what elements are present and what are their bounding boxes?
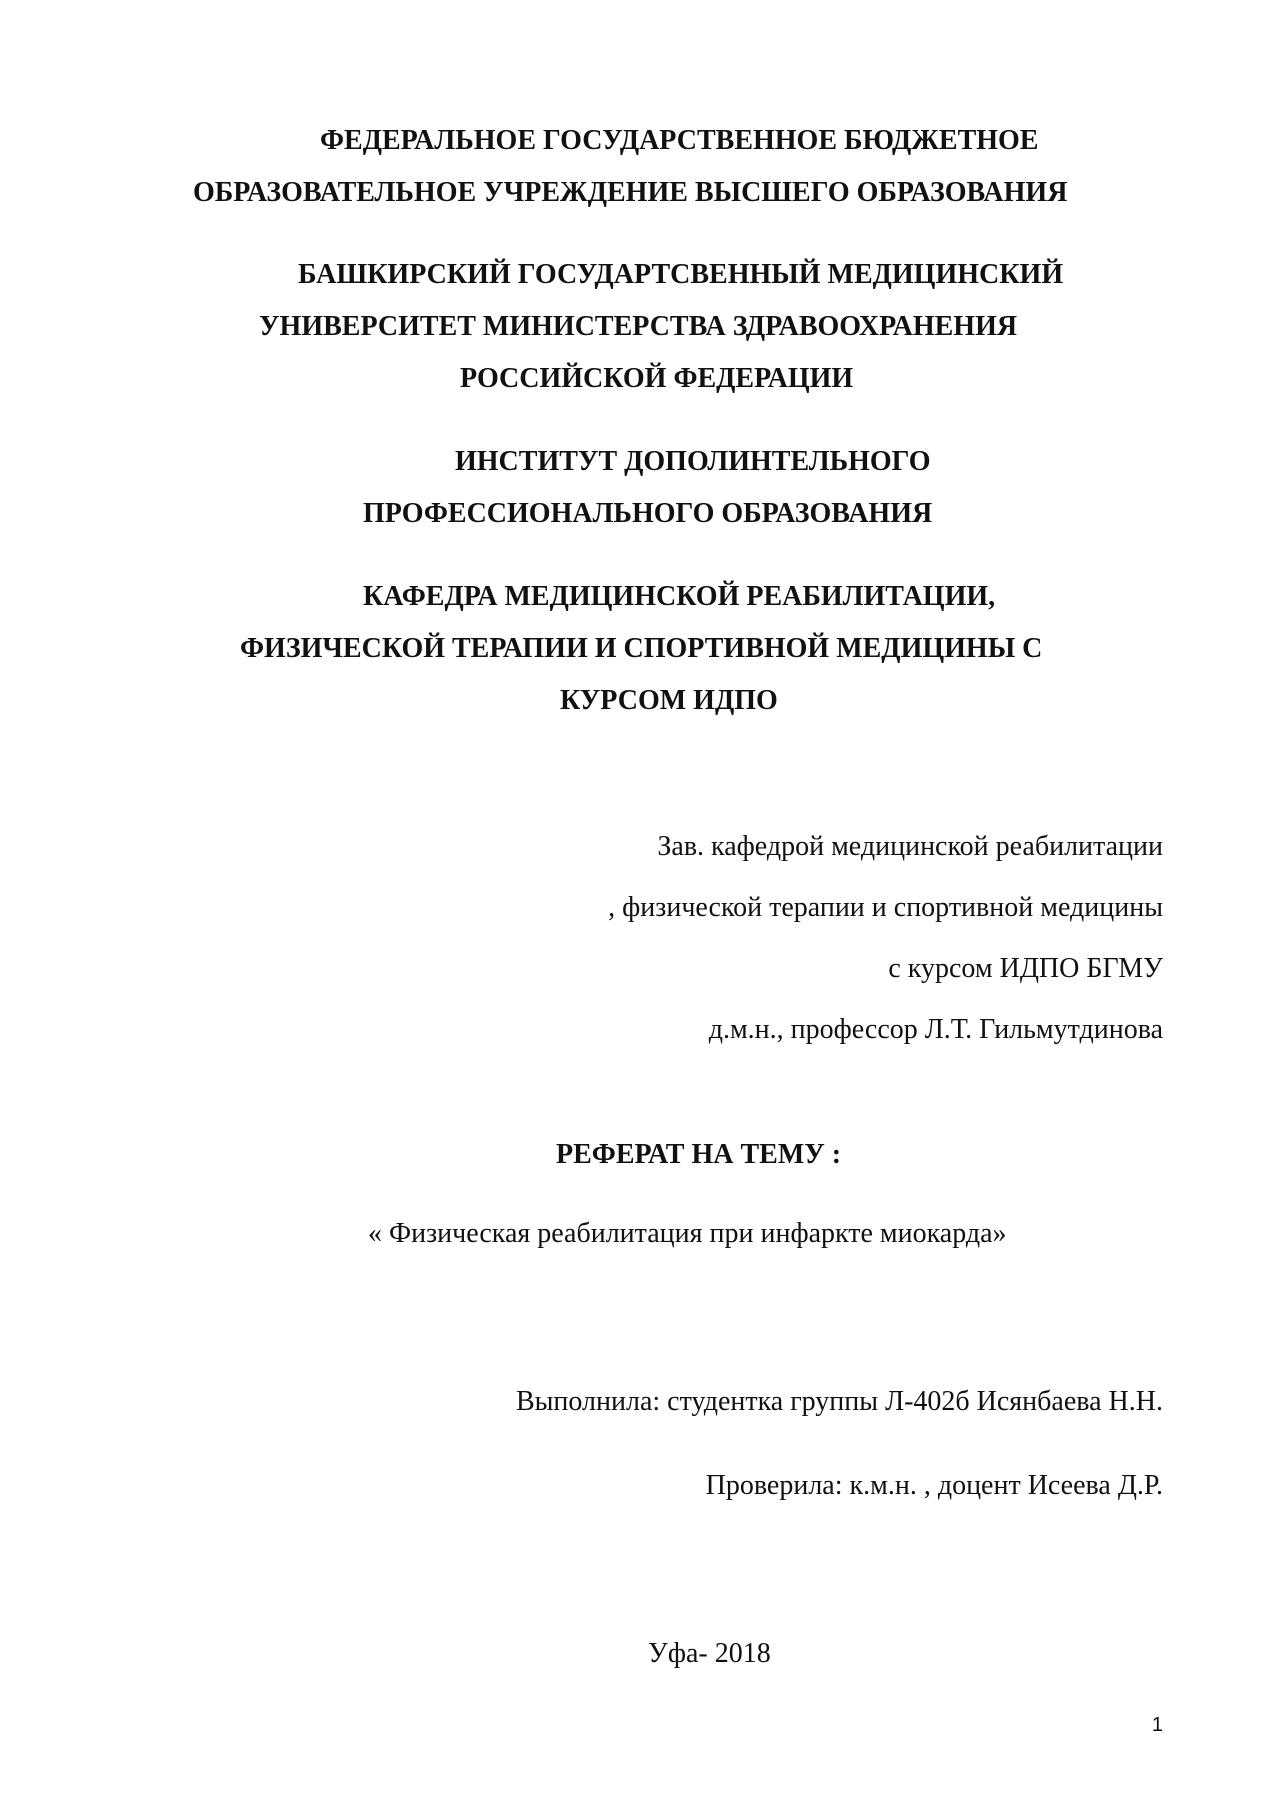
page-number: 1 [1151, 1714, 1163, 1736]
university-title-line-2: УНИВЕРСИТЕТ МИНИСТЕРСТВА ЗДРАВООХРАНЕНИЯ [259, 311, 1018, 342]
institute-title-line-1: ИНСТИТУТ ДОПОЛИНТЕЛЬНОГО [455, 446, 931, 477]
department-title-line-1: КАФЕДРА МЕДИЦИНСКОЙ РЕАБИЛИТАЦИИ, [363, 581, 996, 612]
department-title-line-3: КУРСОМ ИДПО [560, 685, 778, 716]
checked-by: Проверила: к.м.н. , доцент Исеева Д.Р. [705, 1470, 1163, 1501]
org-title-line-2: ОБРАЗОВАТЕЛЬНОЕ УЧРЕЖДЕНИЕ ВЫСШЕГО ОБРАЗОВАНИЯ [193, 177, 1068, 208]
essay-topic: « Физическая реабилитация при инфаркте миокарда» [368, 1218, 1007, 1249]
head-of-department-line-1: Зав. кафедрой медицинской реабилитации [657, 831, 1163, 862]
head-of-department-line-2: , физической терапии и спортивной медицины [608, 892, 1163, 923]
city-year: Уфа- 2018 [648, 1638, 771, 1669]
institute-title-line-2: ПРОФЕССИОНАЛЬНОГО ОБРАЗОВАНИЯ [363, 498, 933, 529]
performed-by: Выполнила: студентка группы Л-402б Исянбаева Н.Н. [515, 1386, 1163, 1417]
university-title-line-3: РОССИЙСКОЙ ФЕДЕРАЦИИ [460, 363, 854, 394]
department-title-line-2: ФИЗИЧЕСКОЙ ТЕРАПИИ И СПОРТИВНОЙ МЕДИЦИНЫ С [240, 633, 1043, 664]
essay-heading: РЕФЕРАТ НА ТЕМУ : [556, 1139, 842, 1170]
university-title-line-1: БАШКИРСКИЙ ГОСУДАРТСВЕННЫЙ МЕДИЦИНСКИЙ [298, 259, 1064, 290]
head-of-department-line-3: с курсом ИДПО БГМУ [888, 953, 1163, 984]
head-of-department-line-4: д.м.н., профессор Л.Т. Гильмутдинова [708, 1014, 1163, 1045]
org-title-line-1: ФЕДЕРАЛЬНОЕ ГОСУДАРСТВЕННОЕ БЮДЖЕТНОЕ [320, 125, 1039, 156]
